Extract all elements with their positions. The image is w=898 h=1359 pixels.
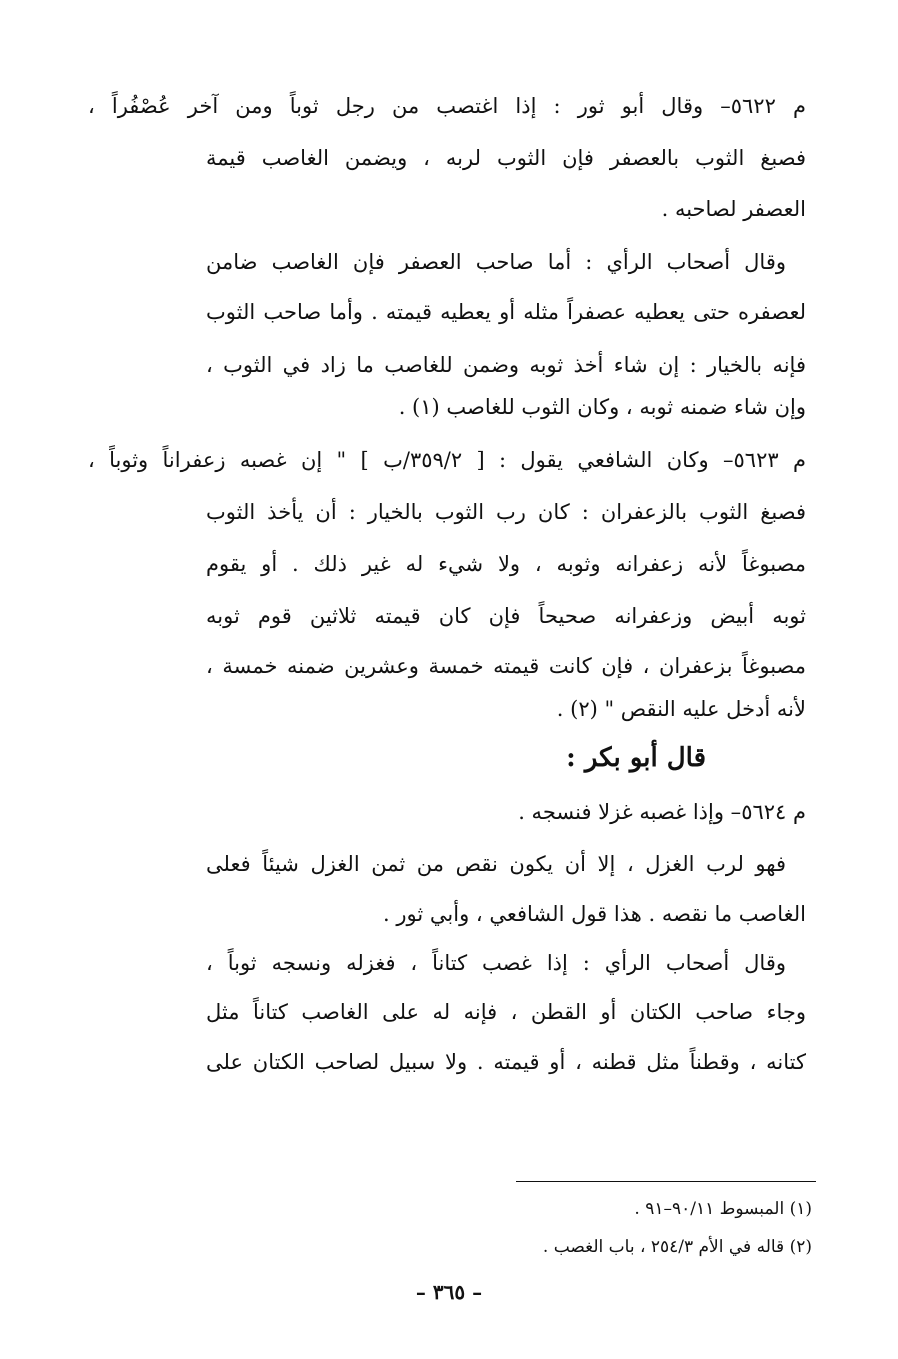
ahl-al-ray-2-line-2: وجاء صاحب الكتان أو القطن ، فإنه له على الغاصب كتاناً مثل: [206, 1000, 806, 1024]
footnote-separator: [516, 1181, 816, 1182]
entry-5622-line-3: العصفر لصاحبه .: [661, 197, 806, 221]
entry-5623-line-1: م ٥٦٢٣– وكان الشافعي يقول : [ ٣٥٩/٢/ب ] " إن غصبه زعفراناً وثوباً ،: [88, 448, 806, 472]
entry-5622-line-2: فصبغ الثوب بالعصفر فإن الثوب لربه ، ويضمن الغاصب قيمة: [206, 146, 806, 170]
entry-5622-line-1: م ٥٦٢٢– وقال أبو ثور : إذا اغتصب من رجل ثوباً ومن آخر عُصْفُراً ،: [88, 94, 806, 118]
ruling-line-2: الغاصب ما نقصه . هذا قول الشافعي ، وأبي ثور .: [383, 902, 806, 926]
entry-5623-line-6: لأنه أدخل عليه النقص " (٢) .: [556, 697, 806, 721]
page-number: – ٣٦٥ –: [415, 1280, 483, 1304]
entry-5623-line-2: فصبغ الثوب بالزعفران : كان رب الثوب بالخيار : أن يأخذ الثوب: [206, 500, 806, 524]
ahl-al-ray-line-2: لعصفره حتى يعطيه عصفراً مثله أو يعطيه قيمته . وأما صاحب الثوب: [206, 300, 806, 324]
ahl-al-ray-line-1: وقال أصحاب الرأي : أما صاحب العصفر فإن الغاصب ضامن: [206, 250, 786, 274]
ruling-line-1: فهو لرب الغزل ، إلا أن يكون نقص من ثمن الغزل شيئاً فعلى: [206, 852, 786, 876]
entry-5623-line-5: مصبوغاً بزعفران ، فإن كانت قيمته خمسة وعشرين ضمنه خمسة ،: [206, 654, 806, 678]
entry-5624-line-1: م ٥٦٢٤– وإذا غصبه غزلا فنسجه .: [518, 800, 806, 824]
ahl-al-ray-2-line-1: وقال أصحاب الرأي : إذا غصب كتاناً ، فغزله ونسجه ثوباً ،: [206, 951, 786, 975]
entry-5623-line-3: مصبوغاً لأنه زعفرانه وثوبه ، ولا شيء له غير ذلك . أو يقوم: [206, 552, 806, 576]
section-heading: قال أبو بكر :: [566, 743, 706, 773]
footnote-2: (٢) قاله في الأم ٢٥٤/٣ ، باب الغصب .: [542, 1237, 812, 1257]
ahl-al-ray-line-4: وإن شاء ضمنه ثوبه ، وكان الثوب للغاصب (١) .: [398, 395, 806, 419]
footnote-1: (١) المبسوط ٩٠/١١–٩١ .: [634, 1199, 812, 1219]
ahl-al-ray-2-line-3: كتانه ، وقطناً مثل قطنه ، أو قيمته . ولا سبيل لصاحب الكتان على: [206, 1050, 806, 1074]
ahl-al-ray-line-3: فإنه بالخيار : إن شاء أخذ ثوبه وضمن للغاصب ما زاد في الثوب ،: [206, 353, 806, 377]
entry-5623-line-4: ثوبه أبيض وزعفرانه صحيحاً فإن كان قيمته ثلاثين قوم ثوبه: [206, 604, 806, 628]
